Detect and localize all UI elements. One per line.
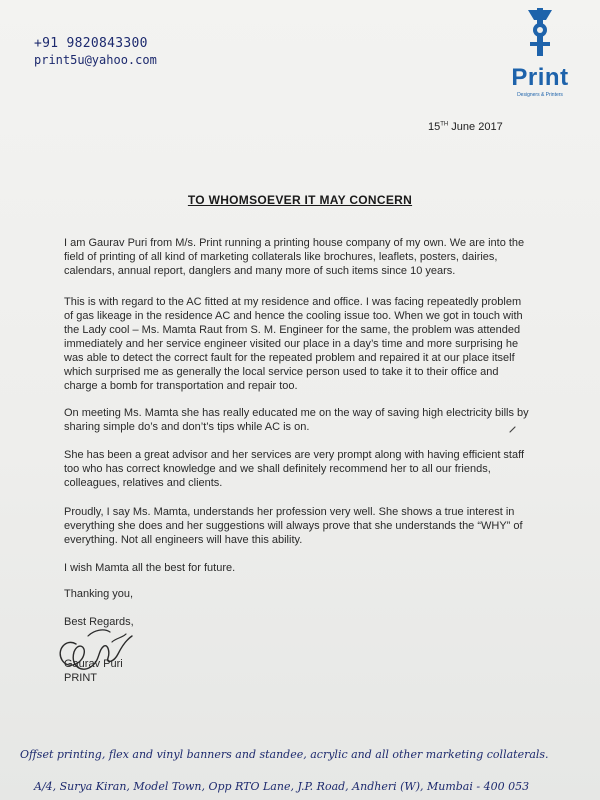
contact-block <box>34 36 157 67</box>
paragraph-intro: I am Gaurav Puri from M/s. Print running a printing house company of my own. We are into the field of printing of all kind of marketing collaterals like brochures, leaflets, posters, dairies, calendars, annual report, danglers and many more of such items since 10 years. <box>64 237 525 277</box>
pen-mark <box>508 424 518 434</box>
date-suffix: TH <box>440 121 449 128</box>
paragraph-advisor: She has been a great advisor and her services are very prompt along with having efficient staff too who has correct knowledge and we shall definitely recommend her to all our friends, colleagues, relatives and clients. <box>64 449 525 489</box>
closing-thanks: Thanking you, <box>64 588 134 600</box>
contact-email: print5u@yahoo.com <box>34 53 157 67</box>
handwritten-signature <box>48 616 138 680</box>
print-logo <box>500 6 580 98</box>
date-day: 15 <box>428 121 441 133</box>
paragraph-wishes: I wish Mamta all the best for future. <box>64 562 236 574</box>
paragraph-tips: On meeting Ms. Mamta she has really educated me on the way of saving high electricity bills by sharing simple do’s and don’t’s tips while AC is on. <box>64 407 529 433</box>
signatory-name: Gaurav Puri <box>64 658 123 670</box>
letter-subject: TO WHOMSOEVER IT MAY CONCERN <box>187 193 413 207</box>
contact-phone: +91 9820843300 <box>34 36 148 51</box>
paragraph-ac-issue: This is with regard to the AC fitted at my residence and office. I was facing repeatedly problem of gas likeage in the residence AC and hence the cooling issue too. When we got in touch with the Lady cool – Ms. Mamta Raut from S. M. Engineer for the same, the problem was attended immediately and her service engineer visited our place in a day’s time and more surprising he was able to detect the correct fault for the repeated problem and repaired it at our place itself which surprised me as generally the local service person used to take it to their office and charge a bomb for transportation and repair too. <box>64 296 523 392</box>
date-month-year: June 2017 <box>448 121 503 133</box>
printing-press-icon <box>522 6 558 58</box>
letter-date <box>428 121 503 133</box>
logo-brand-text: Print <box>511 64 569 91</box>
logo-tagline: Designers & Printers <box>517 92 563 98</box>
footer-services: Offset printing, flex and vinyl banners and standee, acrylic and all other marketing collaterals. <box>20 748 549 761</box>
signatory-company: PRINT <box>64 672 97 684</box>
paragraph-profession: Proudly, I say Ms. Mamta, understands her profession very well. She shows a true interest in everything she does and her suggestions will always prove that she understands the “WHY” of everything. Not all engineers will have this ability. <box>64 506 523 546</box>
footer-address: A/4, Surya Kiran, Model Town, Opp RTO Lane, J.P. Road, Andheri (W), Mumbai - 400 053 <box>34 780 530 793</box>
closing-regards: Best Regards, <box>64 616 134 628</box>
